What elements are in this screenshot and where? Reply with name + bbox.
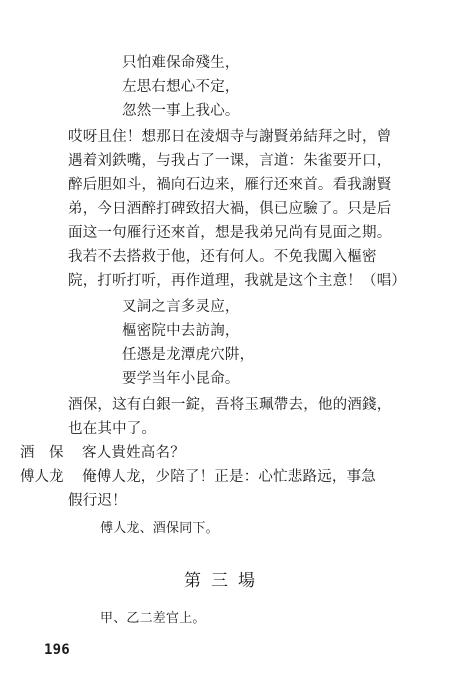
- verse-line: 忽然一事上我心。: [122, 103, 240, 119]
- prose-line: 醉后胆如斗，禍向石边来，雁行还來首。看我謝賢: [68, 177, 392, 193]
- scene-heading: 第三場: [184, 571, 265, 591]
- prose-line: 哎呀且住！想那日在淩烟寺与謝賢弟結拜之时，曾: [68, 129, 392, 145]
- verse-line: 只怕难保命殘生，: [122, 55, 240, 71]
- stage-direction: 傅人龙、酒保同下。: [100, 521, 219, 536]
- verse-line: 左思右想心不定，: [122, 79, 240, 95]
- dialogue-line: 假行迟！: [68, 493, 127, 509]
- dialogue-line: 客人貴姓高名？: [82, 445, 185, 461]
- prose-line: 院，打听打听，再作道理，我就是这个主意！（唱）: [68, 273, 407, 289]
- prose-line: 遇着刘鉄嘴，与我占了一课，言道：朱雀要开口，: [68, 153, 392, 169]
- page-number: 196: [44, 642, 70, 658]
- speaker-name: 酒 保: [20, 445, 64, 461]
- speaker-name: 傅人龙: [20, 469, 64, 485]
- stage-direction: 甲、乙二差官上。: [100, 611, 206, 626]
- dialogue-line: 俺傅人龙，少陪了！正是：心忙悲路远，事急: [82, 469, 376, 485]
- prose-line: 也在其中了。: [68, 421, 157, 437]
- verse-line: 叉詞之言多灵应，: [122, 299, 240, 315]
- verse-line: 任憑是龙潭虎穴阱，: [122, 347, 255, 363]
- verse-line: 要学当年小昆命。: [122, 371, 240, 387]
- prose-line: 面这一句雁行还來首，想是我弟兄尚有見面之期。: [68, 225, 392, 241]
- prose-line: 我若不去搭救于他，还有何人。不免我闖入樞密: [68, 249, 377, 265]
- prose-line: 弟，今日酒醉打碑致招大禍，俱已应驗了。只是后: [68, 201, 392, 217]
- verse-line: 樞密院中去訪詢，: [122, 323, 240, 339]
- prose-line: 酒保，这有白銀一錠，吾将玉珮帶去，他的酒錢，: [68, 397, 392, 413]
